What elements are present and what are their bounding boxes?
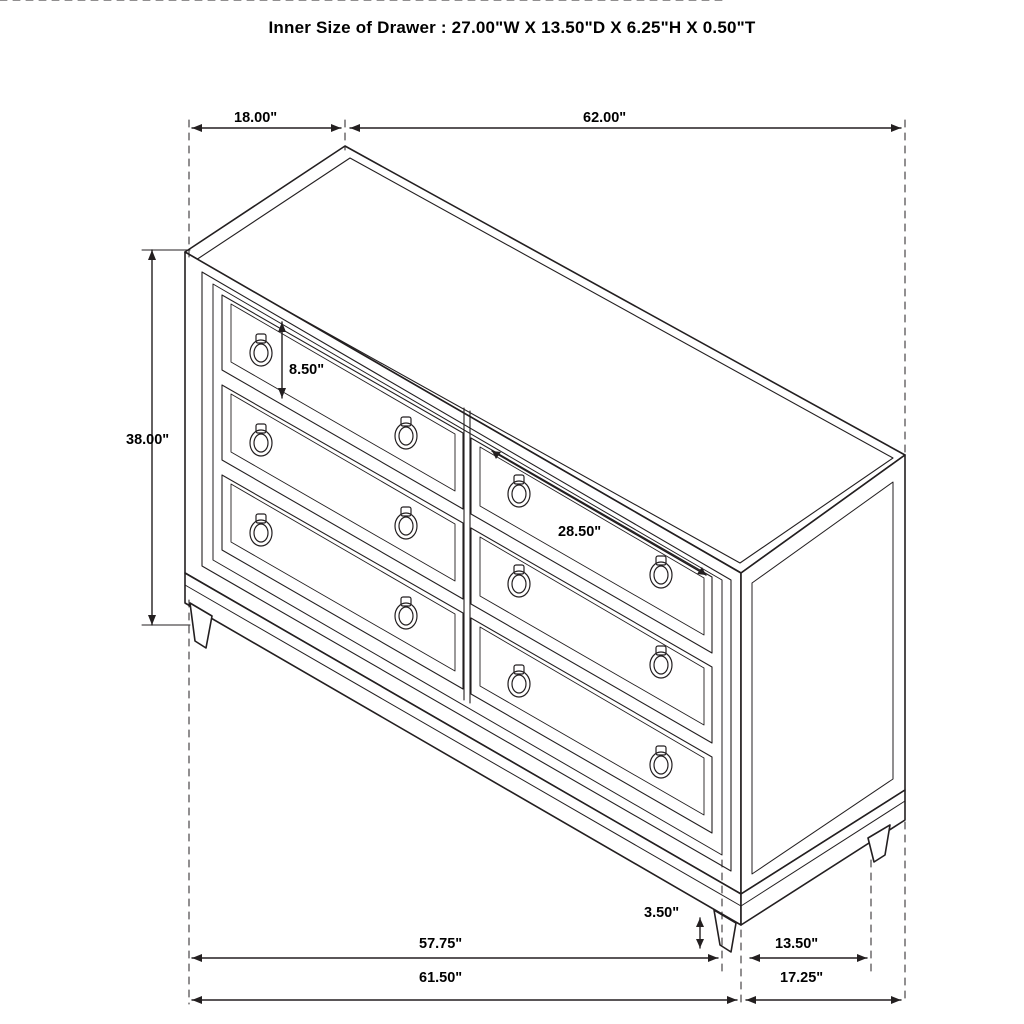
dimension-label-depth-top: 18.00"	[234, 110, 278, 126]
dimension-label-base-width-inner: 57.75"	[419, 936, 463, 952]
dimension-label-width-top: 62.00"	[583, 110, 627, 126]
dimension-label-base-depth-inner: 13.50"	[775, 936, 819, 952]
dimension-label-height-total: 38.00"	[126, 432, 170, 448]
page-title: Inner Size of Drawer : 27.00"W X 13.50"D X 6.25"H X 0.50"T	[268, 18, 756, 37]
dimension-label-drawer-width: 28.50"	[558, 524, 602, 540]
dimension-label-base-depth-outer: 17.25"	[780, 970, 824, 986]
dimension-label-base-width-outer: 61.50"	[419, 970, 463, 986]
dimension-label-drawer-height: 8.50"	[289, 362, 325, 378]
dimension-label-leg-height: 3.50"	[644, 905, 680, 921]
